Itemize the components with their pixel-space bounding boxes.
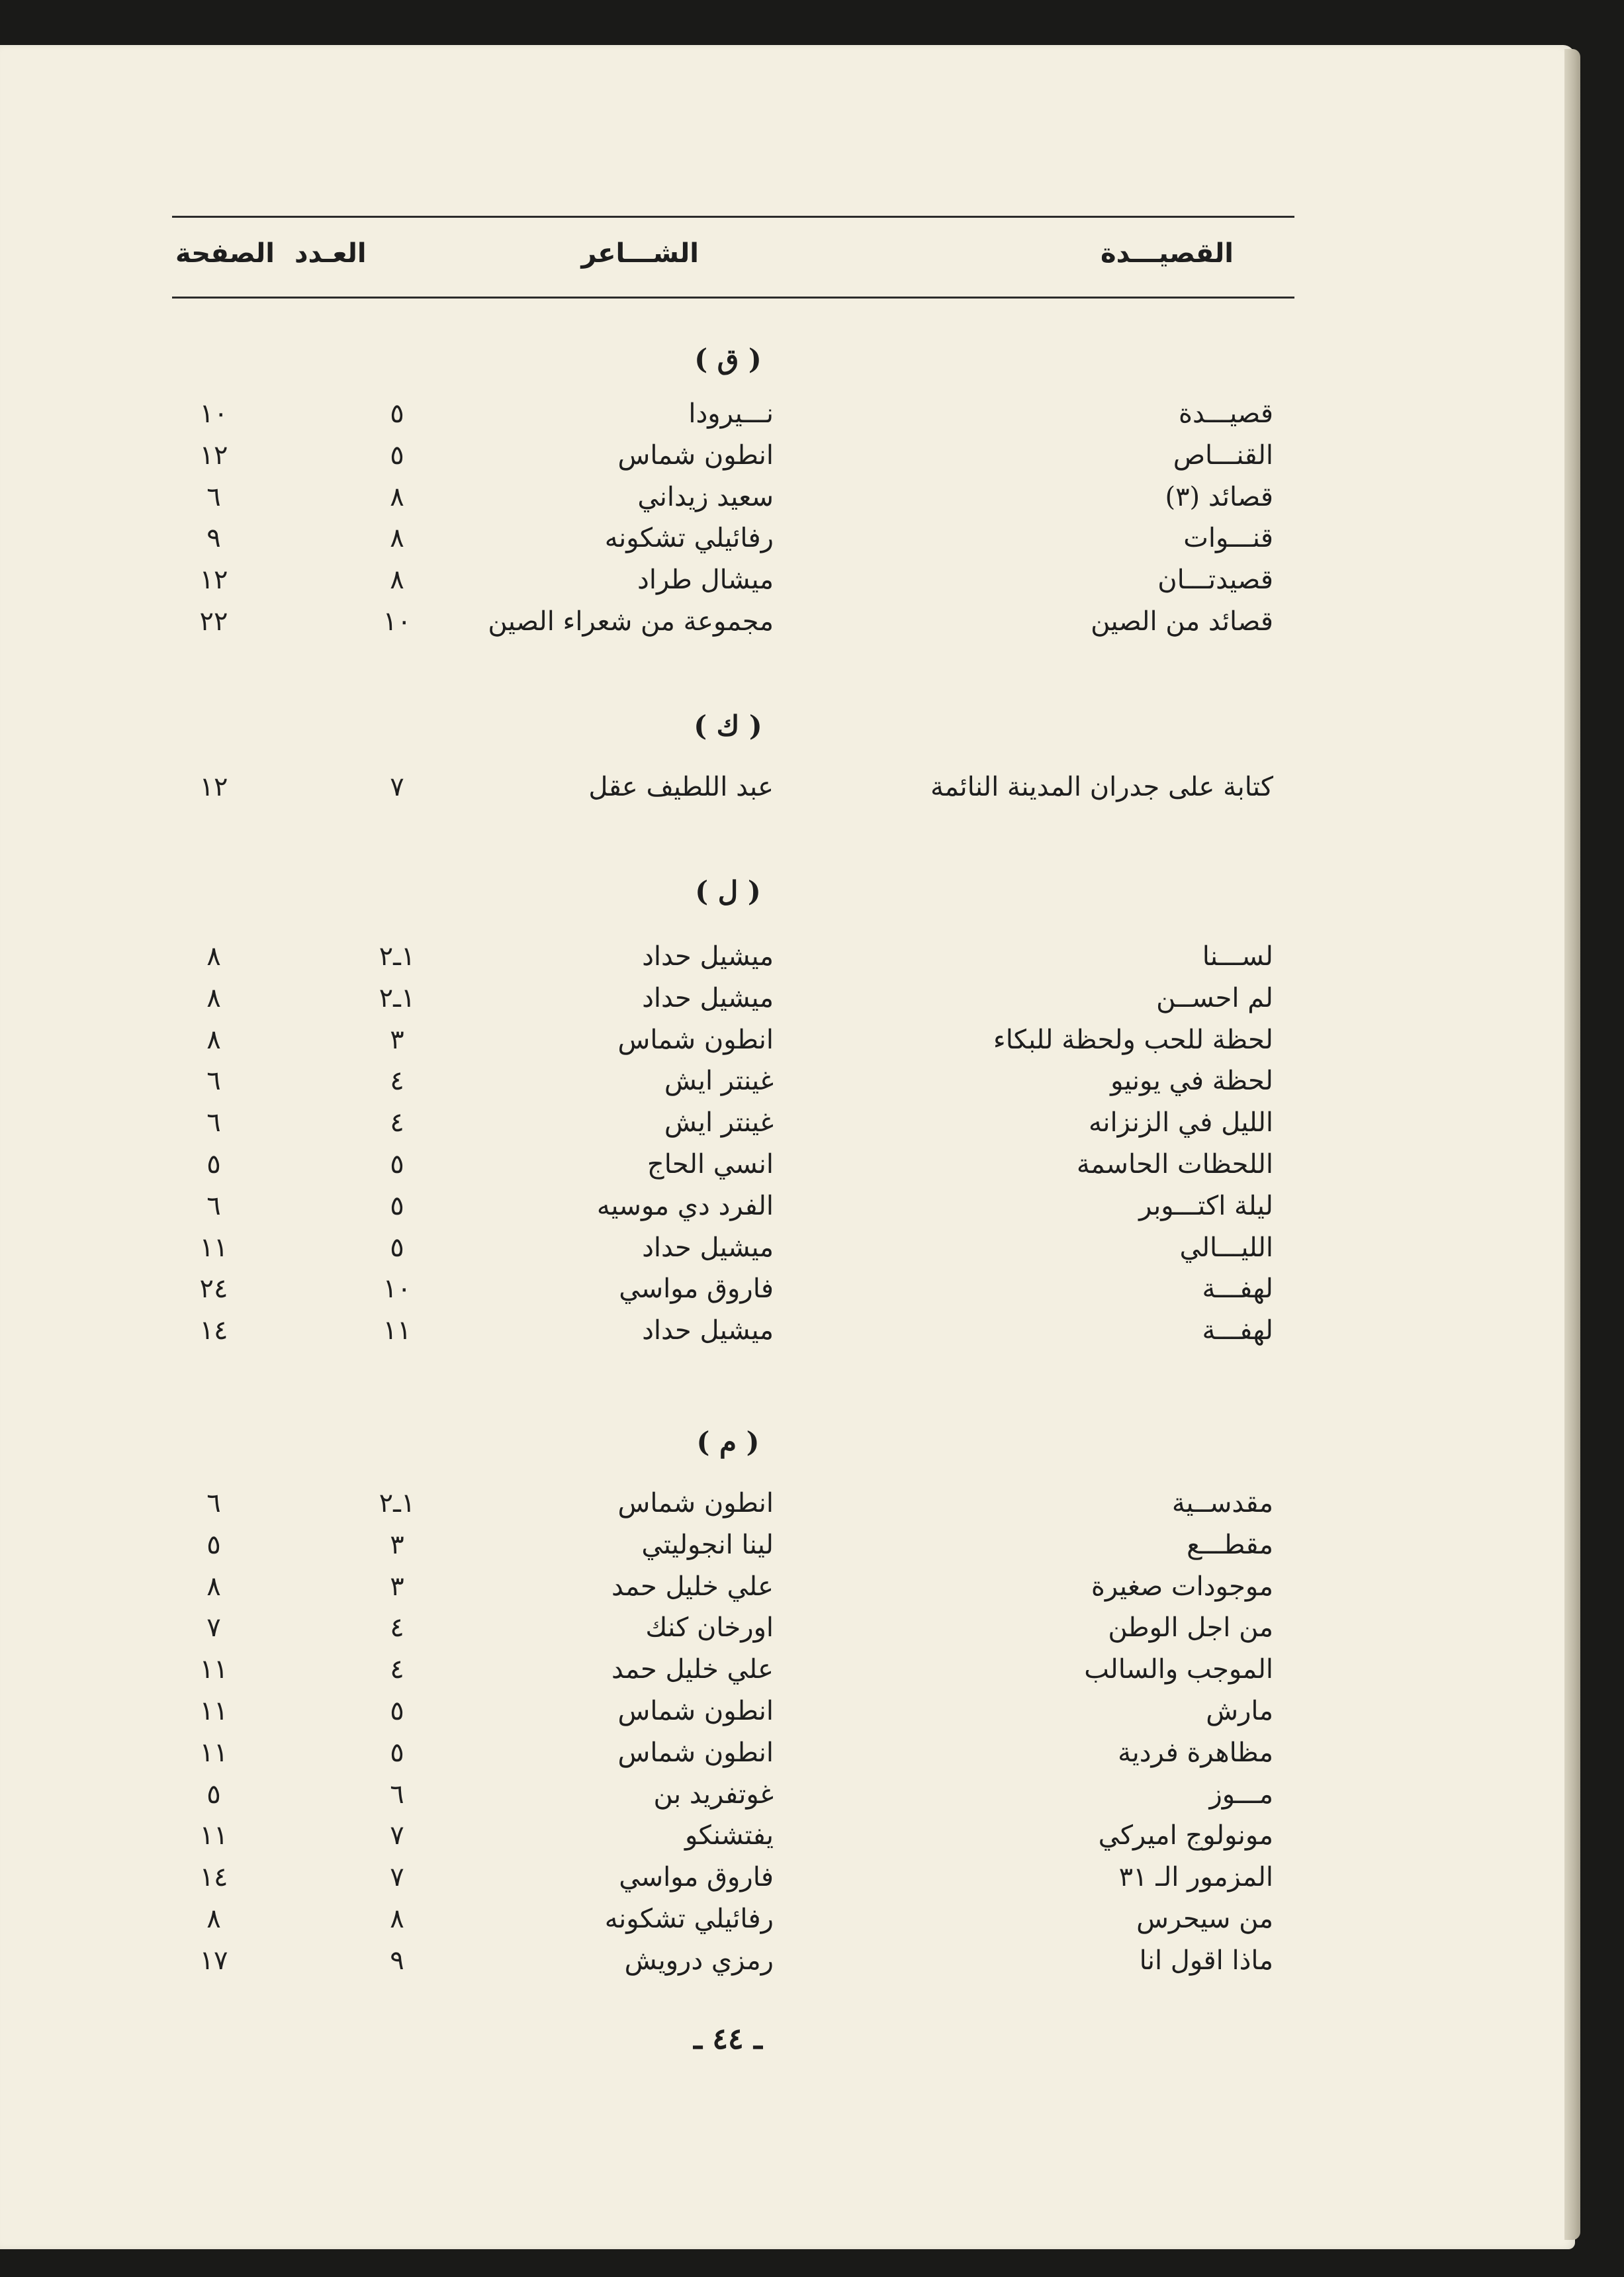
index-row (0, 1530, 1624, 1569)
poet-name: الفرد دي موسيه (596, 1190, 774, 1221)
poet-name: ميشيل حداد (642, 1232, 774, 1263)
issue-number: ٦ (390, 1779, 404, 1810)
poet-name: علي خليل حمد (611, 1654, 774, 1685)
poet-name: ميشيل حداد (642, 941, 774, 972)
index-row (0, 1107, 1624, 1147)
poem-title: مقدســية (1171, 1488, 1273, 1518)
index-row (0, 606, 1624, 646)
poet-name: غوتفريد بن (653, 1779, 774, 1810)
poem-title: قصائد من الصين (1091, 606, 1273, 637)
poet-name: يفتشنكو (685, 1820, 774, 1851)
index-row (0, 482, 1624, 522)
issue-number: ٤ (390, 1654, 404, 1685)
issue-number: ٣ (390, 1024, 404, 1055)
page-number-cell: ١١ (199, 1737, 228, 1768)
poet-name: ميشيل حداد (642, 1315, 774, 1346)
header-top-rule (172, 216, 1294, 218)
section-letter: ( ق ) (694, 343, 762, 375)
index-row (0, 1232, 1624, 1272)
issue-number: ٤ (390, 1066, 404, 1097)
section-letter: ( ك ) (694, 710, 762, 742)
issue-number: ٥ (390, 1149, 404, 1180)
index-row (0, 523, 1624, 563)
page-number-cell: ٨ (206, 941, 221, 972)
index-row (0, 1862, 1624, 1902)
poet-name: غينتر ايش (664, 1066, 774, 1097)
poem-title: لحظة للحب ولحظة للبكاء (993, 1024, 1273, 1055)
poem-title: لهفـــة (1202, 1274, 1273, 1305)
poet-name: انطون شماس (617, 1488, 774, 1518)
poet-name: غينتر ايش (664, 1107, 774, 1138)
poem-title: موجودات صغيرة (1091, 1571, 1273, 1602)
issue-number: ١ـ٢ (379, 1488, 416, 1518)
poem-title: كتابة على جدران المدينة النائمة (930, 772, 1273, 802)
poem-title: قصيـــدة (1179, 398, 1273, 429)
index-row (0, 1696, 1624, 1736)
poet-name: سعيد زيداني (637, 481, 774, 512)
page-number-cell: ٦ (206, 1066, 221, 1097)
issue-number: ٧ (390, 772, 404, 802)
poet-name: لينا انجوليتي (641, 1529, 774, 1560)
poet-name: رمزي درويش (624, 1945, 774, 1976)
column-header-issue: العـدد (294, 238, 367, 269)
poet-name: نـــيرودا (688, 398, 774, 429)
page-number-cell: ٩ (206, 523, 221, 554)
poem-title: قصيدتـــان (1157, 565, 1273, 596)
poet-name: فاروق مواسي (619, 1274, 774, 1305)
index-row (0, 1571, 1624, 1611)
poem-title: الليـــالي (1179, 1232, 1273, 1263)
poem-title: القنـــاص (1173, 440, 1273, 471)
column-header-poem: القصيـــدة (1101, 238, 1234, 269)
poet-name: اورخان كنك (645, 1612, 774, 1644)
page-number-cell: ٥ (206, 1529, 221, 1560)
index-row (0, 1654, 1624, 1694)
page-number-cell: ٨ (206, 1904, 221, 1934)
poem-title: الليل في الزنزانه (1088, 1107, 1273, 1138)
page-number-cell: ٧ (206, 1612, 221, 1644)
poet-name: علي خليل حمد (611, 1571, 774, 1602)
index-row (0, 1820, 1624, 1860)
issue-number: ٣ (390, 1571, 404, 1602)
page-number-cell: ٥ (206, 1779, 221, 1810)
issue-number: ٨ (390, 523, 404, 554)
issue-number: ٥ (390, 398, 404, 429)
index-row (0, 1488, 1624, 1528)
issue-number: ٣ (390, 1529, 404, 1560)
page-number-cell: ٨ (206, 1571, 221, 1602)
page-number-cell: ١٧ (199, 1945, 228, 1976)
poem-title: من اجل الوطن (1108, 1612, 1273, 1644)
index-row (0, 772, 1624, 812)
poet-name: فاروق مواسي (619, 1862, 774, 1893)
page-number-cell: ٨ (206, 982, 221, 1013)
page-number-cell: ٦ (206, 481, 221, 512)
page-number-cell: ١٢ (199, 565, 228, 596)
poem-title: مـــوز (1209, 1779, 1273, 1810)
issue-number: ١١ (383, 1315, 412, 1346)
poem-title: لهفـــة (1202, 1315, 1273, 1346)
poem-title: قصائد (٣) (1165, 481, 1273, 512)
issue-number: ٥ (390, 1696, 404, 1726)
poet-name: رفائيلي تشكونه (604, 523, 774, 554)
page-number-cell: ١١ (199, 1820, 228, 1851)
poem-title: مقطـــع (1187, 1529, 1273, 1560)
index-row (0, 1149, 1624, 1189)
section-letter: ( ل ) (695, 875, 761, 907)
issue-number: ٧ (390, 1820, 404, 1851)
poet-name: انطون شماس (617, 1024, 774, 1055)
page-number-cell: ٦ (206, 1107, 221, 1138)
poem-title: اللحظات الحاسمة (1076, 1149, 1273, 1180)
column-header-page: الصفحة (175, 238, 275, 269)
issue-number: ١٠ (383, 1274, 412, 1305)
index-row (0, 941, 1624, 981)
page-number-cell: ١١ (199, 1232, 228, 1263)
column-header-poet: الشـــاعر (581, 238, 699, 269)
index-row (0, 440, 1624, 480)
index-row (0, 565, 1624, 604)
index-row (0, 1025, 1624, 1064)
poem-title: مظاهرة فردية (1118, 1737, 1273, 1768)
issue-number: ٨ (390, 481, 404, 512)
poem-title: ماذا اقول انا (1139, 1945, 1273, 1976)
page-number-cell: ٥ (206, 1149, 221, 1180)
poem-title: لســـنا (1202, 941, 1273, 972)
index-row (0, 1904, 1624, 1943)
page-number-cell: ٢٢ (199, 606, 228, 637)
poet-name: انطون شماس (617, 440, 774, 471)
poet-name: انطون شماس (617, 1737, 774, 1768)
poem-title: الموجب والسالب (1084, 1654, 1273, 1685)
issue-number: ٥ (390, 1737, 404, 1768)
issue-number: ١ـ٢ (379, 941, 416, 972)
poet-name: انطون شماس (617, 1696, 774, 1726)
poem-title: مونولوج اميركي (1098, 1820, 1273, 1851)
poem-title: لم احســن (1156, 982, 1273, 1013)
index-row (0, 1066, 1624, 1105)
index-row (0, 1612, 1624, 1652)
index-row (0, 983, 1624, 1023)
issue-number: ٨ (390, 565, 404, 596)
page-number-cell: ١١ (199, 1654, 228, 1685)
index-row (0, 1315, 1624, 1355)
poet-name: انسي الحاج (647, 1149, 774, 1180)
issue-number: ٥ (390, 1232, 404, 1263)
page-number-cell: ١٤ (199, 1315, 228, 1346)
poem-title: ليلة اكتـــوبر (1139, 1190, 1273, 1221)
issue-number: ٥ (390, 1190, 404, 1221)
issue-number: ٨ (390, 1904, 404, 1934)
page-number-cell: ٦ (206, 1190, 221, 1221)
issue-number: ٤ (390, 1107, 404, 1138)
index-row (0, 1945, 1624, 1985)
page-number-cell: ١٢ (199, 772, 228, 802)
page-number-cell: ٦ (206, 1488, 221, 1518)
page-number-cell: ١١ (199, 1696, 228, 1726)
index-row (0, 1191, 1624, 1231)
poem-title: قنـــوات (1183, 523, 1273, 554)
page-number-cell: ١٢ (199, 440, 228, 471)
page-number-cell: ١٤ (199, 1862, 228, 1893)
poet-name: مجموعة من شعراء الصين (488, 606, 774, 637)
issue-number: ١٠ (383, 606, 412, 637)
index-row (0, 1779, 1624, 1819)
issue-number: ٩ (390, 1945, 404, 1976)
poem-title: لحظة في يونيو (1110, 1066, 1273, 1097)
poet-name: عبد اللطيف عقل (588, 772, 774, 802)
issue-number: ٤ (390, 1612, 404, 1644)
page-number-cell: ٨ (206, 1024, 221, 1055)
issue-number: ٥ (390, 440, 404, 471)
page-number-cell: ٢٤ (199, 1274, 228, 1305)
issue-number: ١ـ٢ (379, 982, 416, 1013)
poem-title: مارش (1206, 1696, 1273, 1726)
page-number-cell: ١٠ (199, 398, 228, 429)
poet-name: ميشيل حداد (642, 982, 774, 1013)
header-bottom-rule (172, 297, 1294, 299)
poet-name: رفائيلي تشكونه (604, 1904, 774, 1934)
section-letter: ( م ) (696, 1426, 760, 1458)
index-row (0, 398, 1624, 438)
poem-title: المزمور الـ ٣١ (1118, 1862, 1273, 1893)
poem-title: من سيحرس (1136, 1904, 1273, 1934)
index-row (0, 1274, 1624, 1313)
issue-number: ٧ (390, 1862, 404, 1893)
poet-name: ميشال طراد (637, 565, 774, 596)
index-row (0, 1738, 1624, 1777)
page-number: ـ ٤٤ ـ (694, 2022, 762, 2056)
